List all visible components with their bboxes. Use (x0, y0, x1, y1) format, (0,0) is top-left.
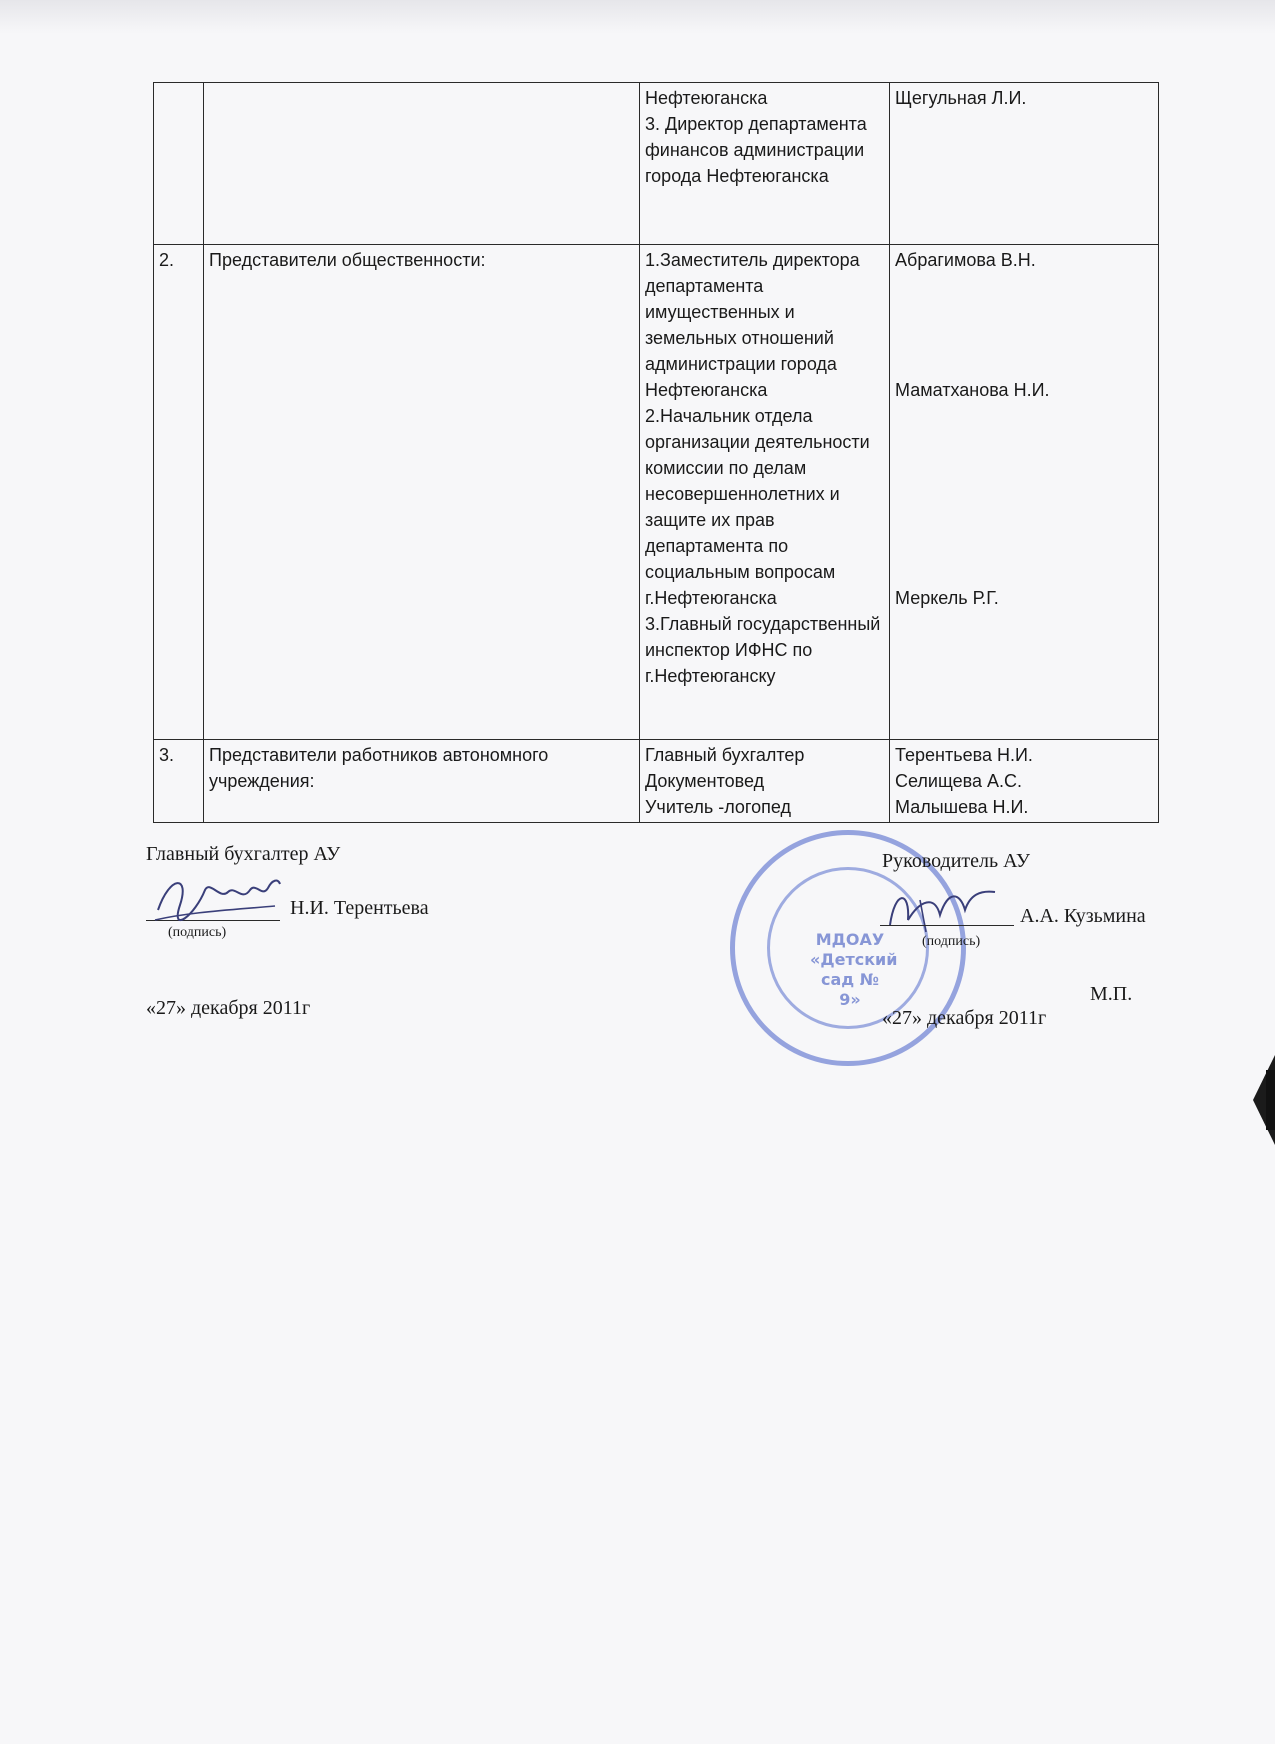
row-number: 3. (154, 740, 204, 823)
scan-edge-bar (1266, 1070, 1275, 1130)
seal-text: МДОАУ «Детский сад № 9» (810, 930, 898, 1009)
row-number: 2. (154, 245, 204, 740)
member-name: Щегульная Л.И. (895, 88, 1027, 108)
table-row (154, 83, 1159, 245)
position-text: Документовед (645, 771, 765, 791)
names-cell (890, 245, 1159, 740)
table-row (154, 740, 1159, 823)
member-name: Абрагимова В.Н. (895, 250, 1036, 270)
right-signature-caption: (подпись) (922, 934, 981, 949)
group-title: Представители общественности: (204, 245, 640, 740)
right-handwritten-signature (880, 880, 1010, 940)
positions-cell (640, 245, 890, 740)
position-text: Нефтеюганска (645, 88, 768, 108)
row-number (154, 83, 204, 245)
group-title (204, 83, 640, 245)
left-signer-name: Н.И. Терентьева (290, 897, 429, 919)
names-cell (890, 740, 1159, 823)
table-row (154, 245, 1159, 740)
commission-members-table (153, 82, 1159, 823)
stamp-place-label: М.П. (1090, 983, 1133, 1005)
position-text: 1.Заместитель директора департамента имущественных и земельных отношений администрации города Нефтеюганска (645, 250, 860, 400)
right-signature-date: «27» декабря 2011г (882, 1007, 1047, 1029)
right-signature-line (880, 925, 1014, 926)
member-name: Селищева А.С. (895, 771, 1022, 791)
right-signer-name: А.А. Кузьмина (1020, 905, 1146, 927)
position-text: Главный бухгалтер (645, 745, 805, 765)
position-text: 3. Директор департамента финансов администрации города Нефтеюганска (645, 114, 867, 186)
member-name: Меркель Р.Г. (895, 588, 999, 608)
member-name: Малышева Н.И. (895, 797, 1029, 817)
names-cell (890, 83, 1159, 245)
left-signature-caption: (подпись) (168, 925, 227, 940)
left-signer-title: Главный бухгалтер АУ (146, 843, 341, 865)
scan-top-shadow (0, 0, 1275, 34)
position-text: 3.Главный государственный инспектор ИФНС по г.Нефтеюганску (645, 614, 881, 686)
group-title: Представители работников автономного учреждения: (204, 740, 640, 823)
left-handwritten-signature (150, 870, 285, 930)
right-signer-title: Руководитель АУ (882, 850, 1030, 872)
member-name: Терентьева Н.И. (895, 745, 1033, 765)
positions-cell (640, 740, 890, 823)
position-text: Учитель -логопед (645, 797, 791, 817)
position-text: 2.Начальник отдела организации деятельности комиссии по делам несовершеннолетних и защите их прав департамента по социальным вопросам г.Нефтеюганска (645, 406, 870, 608)
positions-cell (640, 83, 890, 245)
left-signature-date: «27» декабря 2011г (146, 997, 311, 1019)
member-name: Маматханова Н.И. (895, 380, 1050, 400)
